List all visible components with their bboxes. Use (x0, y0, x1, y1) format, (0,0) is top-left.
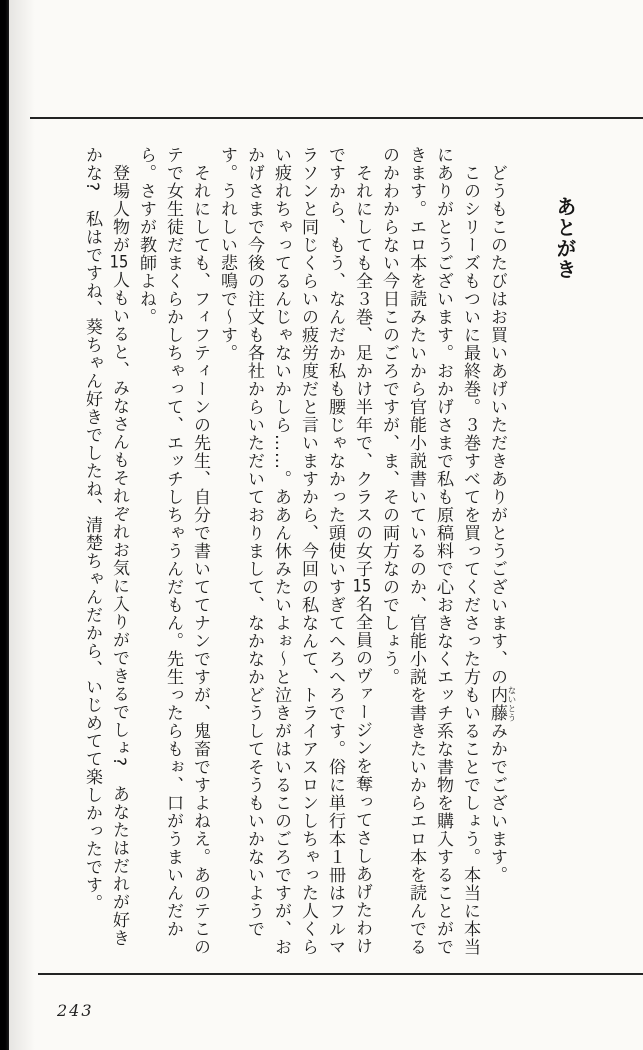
paragraph-favorite-characters: 登場人物が15人もいると、みなさんもそれぞれお気に入りができるでしょ? あなたはだれが好きかな? 私はですね、葵ちゃん好きでしたね、清楚ちゃんだから、いじめてて楽しかったです。 (82, 146, 129, 948)
paragraph-writing-fatigue: それにしても全３巻、足かけ半年で、クラスの女子15名全員のヴァージンを奪ってさしあげたわけですから、もう、なんだか私も腰じゃなかった頭使いすぎてへろへろです。俗に単行本１冊はフルマラソンと同じくらいの疲労度だと言いますから、今回の私なんて、トライアスロンしちゃった人くらい疲れちゃってるんじゃないかしら……。ああん休みたいよぉ〜と泣きがはいるこのごろですが、おかげさまで今後の注文も各社からいただいておりまして、なかなかどうしてそうもいかないようです。うれしい悲鳴で〜す。 (217, 146, 372, 956)
page-number: 243 (57, 1001, 94, 1020)
author-name: 内藤 (487, 686, 507, 722)
page-gutter-shadow (9, 0, 35, 1050)
page-spine-edge (0, 0, 9, 1050)
paragraph-series-finale: このシリーズもついに最終巻。３巻すべてを買ってくださった方もいることでしょう。本当に本当にありがとうございます。おかげさまで私も原稿料で心おきなくエッチ系な書物を購入することができます。エロ本を読みたいから官能小説書いているのか、官能小説を書きたいからエロ本を読んでるのかわからない今日このごろですが、ま、その両方なのでしょう。 (379, 146, 480, 956)
author-name-furigana: ないとう (506, 686, 516, 722)
author-name-ruby (487, 686, 516, 722)
afterword-content (78, 146, 580, 961)
paragraph-about-teacher: それにしても、フィフティーンの先生、自分で書いててナンですが、鬼畜ですよねえ。あのテこのテで女生徒だまくらかしちゃって、エッチしちゃうんだもん。先生ったらもぉ、口がうまいんだから。さすが教師よね。 (136, 146, 210, 956)
footer-rule (38, 973, 643, 975)
header-rule (30, 117, 643, 119)
page-title: あとがき (553, 196, 577, 280)
paragraph-greeting (483, 146, 516, 961)
greeting-text-after-name: みかでございます。 (487, 722, 507, 884)
greeting-text-before-name: どうもこのたびはお買いあげいただきありがとうございます、の (487, 164, 507, 686)
